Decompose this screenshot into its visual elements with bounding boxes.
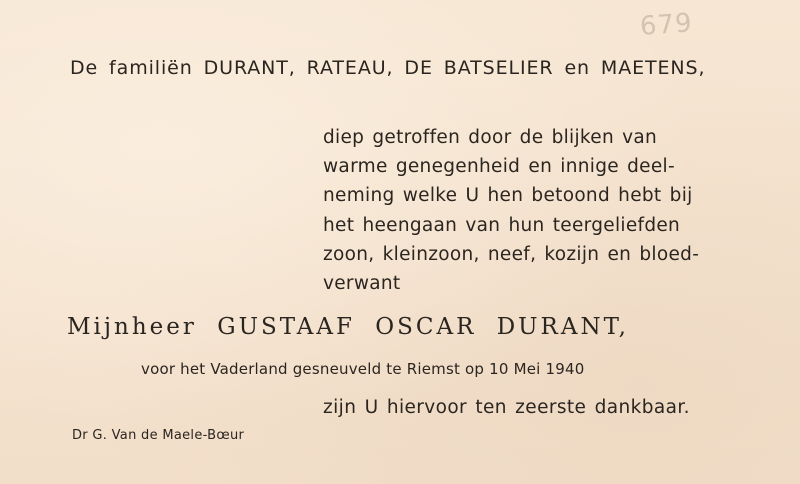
paragraph-line: verwant [323,273,401,295]
families-heading: De familiën DURANT, RATEAU, DE BATSELIER en MAETENS, [70,57,706,79]
paragraph-line: neming welke U hen betoond hebt bij [323,185,693,207]
printer-credit: Dr G. Van de Maele-Bœur [72,428,245,443]
fallen-statement: voor het Vaderland gesneuveld te Riemst op 10 Mei 1940 [141,360,585,378]
thanks-line: zijn U hiervoor ten zeerste dankbaar. [323,397,690,418]
paragraph-line: warme genegenheid en innige deel- [323,156,675,178]
pencil-annotation: 679 [639,8,694,42]
gratitude-paragraph [323,123,699,298]
paragraph-line: het heengaan van hun teergeliefden [323,214,681,236]
paragraph-line: diep getroffen door de blijken van [323,127,658,148]
paragraph-line: zoon, kleinzoon, neef, kozijn en bloed- [323,243,700,265]
deceased-name: Mijnheer GUSTAAF OSCAR DURANT, [67,314,629,340]
